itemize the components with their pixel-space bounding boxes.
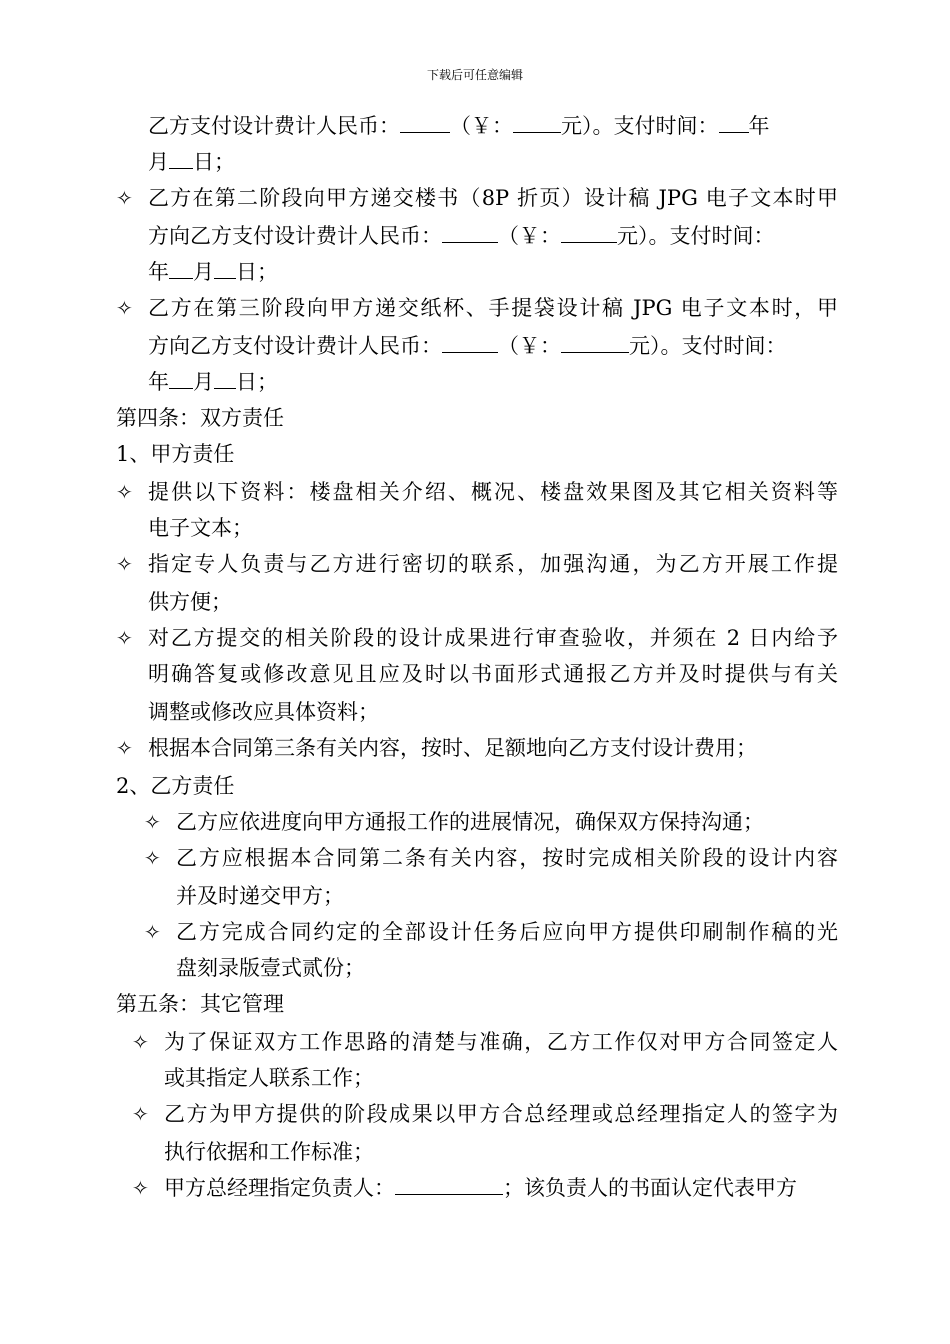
party-a-item-3-line-2: 明确答复或修改意见且应及时以书面形式通报乙方并及时提供与有关 [148, 662, 838, 686]
party-a-item-1-line-1: 提供以下资料：楼盘相关介绍、概况、楼盘效果图及其它相关资料等 [148, 480, 838, 504]
bullet-icon: ✧ [144, 846, 161, 870]
bullet-icon: ✧ [132, 1030, 149, 1054]
party-b-item-3-line-1: 乙方完成合同约定的全部设计任务后应向甲方提供印刷制作稿的光 [176, 920, 838, 944]
article-5-item-3-line-1: 甲方总经理指定负责人： ；该负责人的书面认定代表甲方 [164, 1176, 797, 1200]
bullet-icon: ✧ [116, 552, 133, 576]
payment-2-line-3: 年 月 日； [148, 260, 278, 284]
party-a-item-4-line-1: 根据本合同第三条有关内容，按时、足额地向乙方支付设计费用； [148, 736, 757, 760]
article-5-item-2-line-2: 执行依据和工作标准； [164, 1140, 374, 1164]
party-b-item-3-line-2: 盘刻录版壹式贰份； [176, 956, 365, 980]
article-5-item-1-line-1: 为了保证双方工作思路的清楚与准确，乙方工作仅对甲方合同签定人 [164, 1030, 838, 1054]
party-a-item-2-line-2: 供方便； [148, 590, 232, 614]
party-a-item-1-line-2: 电子文本； [148, 516, 253, 540]
payment-2-line-1: 乙方在第二阶段向甲方递交楼书（8P 折页）设计稿 JPG 电子文本时甲 [148, 186, 838, 210]
party-a-item-3-line-1: 对乙方提交的相关阶段的设计成果进行审查验收，并须在 2 日内给予 [148, 626, 838, 650]
bullet-icon: ✧ [116, 186, 133, 210]
party-b-item-1-line-1: 乙方应依进度向甲方通报工作的进展情况，确保双方保持沟通； [176, 810, 764, 834]
page-header: 下载后可任意编辑 [426, 68, 523, 82]
article-4-title: 第四条：双方责任 [116, 406, 284, 430]
bullet-icon: ✧ [116, 736, 133, 760]
bullet-icon: ✧ [132, 1102, 149, 1126]
bullet-icon: ✧ [116, 296, 133, 320]
bullet-icon: ✧ [144, 920, 161, 944]
party-b-item-2-line-1: 乙方应根据本合同第二条有关内容，按时完成相关阶段的设计内容 [176, 846, 838, 870]
bullet-icon: ✧ [132, 1176, 149, 1200]
party-a-item-2-line-1: 指定专人负责与乙方进行密切的联系，加强沟通，为乙方开展工作提 [148, 552, 838, 576]
bullet-icon: ✧ [116, 480, 133, 504]
party-b-item-2-line-2: 并及时递交甲方； [176, 884, 344, 908]
payment-1-line-1: 乙方支付设计费计人民币： （￥： 元）。支付时间： 年 [148, 114, 770, 138]
payment-3-line-3: 年 月 日； [148, 370, 278, 394]
bullet-icon: ✧ [144, 810, 161, 834]
party-a-item-3-line-3: 调整或修改应具体资料； [148, 700, 379, 724]
article-5-item-1-line-2: 或其指定人联系工作； [164, 1066, 374, 1090]
article-5-item-2-line-1: 乙方为甲方提供的阶段成果以甲方合总经理或总经理指定人的签字为 [164, 1102, 838, 1126]
bullet-icon: ✧ [116, 626, 133, 650]
party-a-title: 1、甲方责任 [116, 442, 235, 466]
party-b-title: 2、乙方责任 [116, 774, 235, 798]
payment-1-line-2: 月 日； [148, 150, 235, 174]
article-5-title: 第五条：其它管理 [116, 992, 284, 1016]
payment-3-line-2: 方向乙方支付设计费计人民币： （￥： 元）。支付时间： [148, 334, 787, 358]
payment-3-line-1: 乙方在第三阶段向甲方递交纸杯、手提袋设计稿 JPG 电子文本时，甲 [148, 296, 838, 320]
payment-2-line-2: 方向乙方支付设计费计人民币： （￥： 元）。支付时间： [148, 224, 775, 248]
